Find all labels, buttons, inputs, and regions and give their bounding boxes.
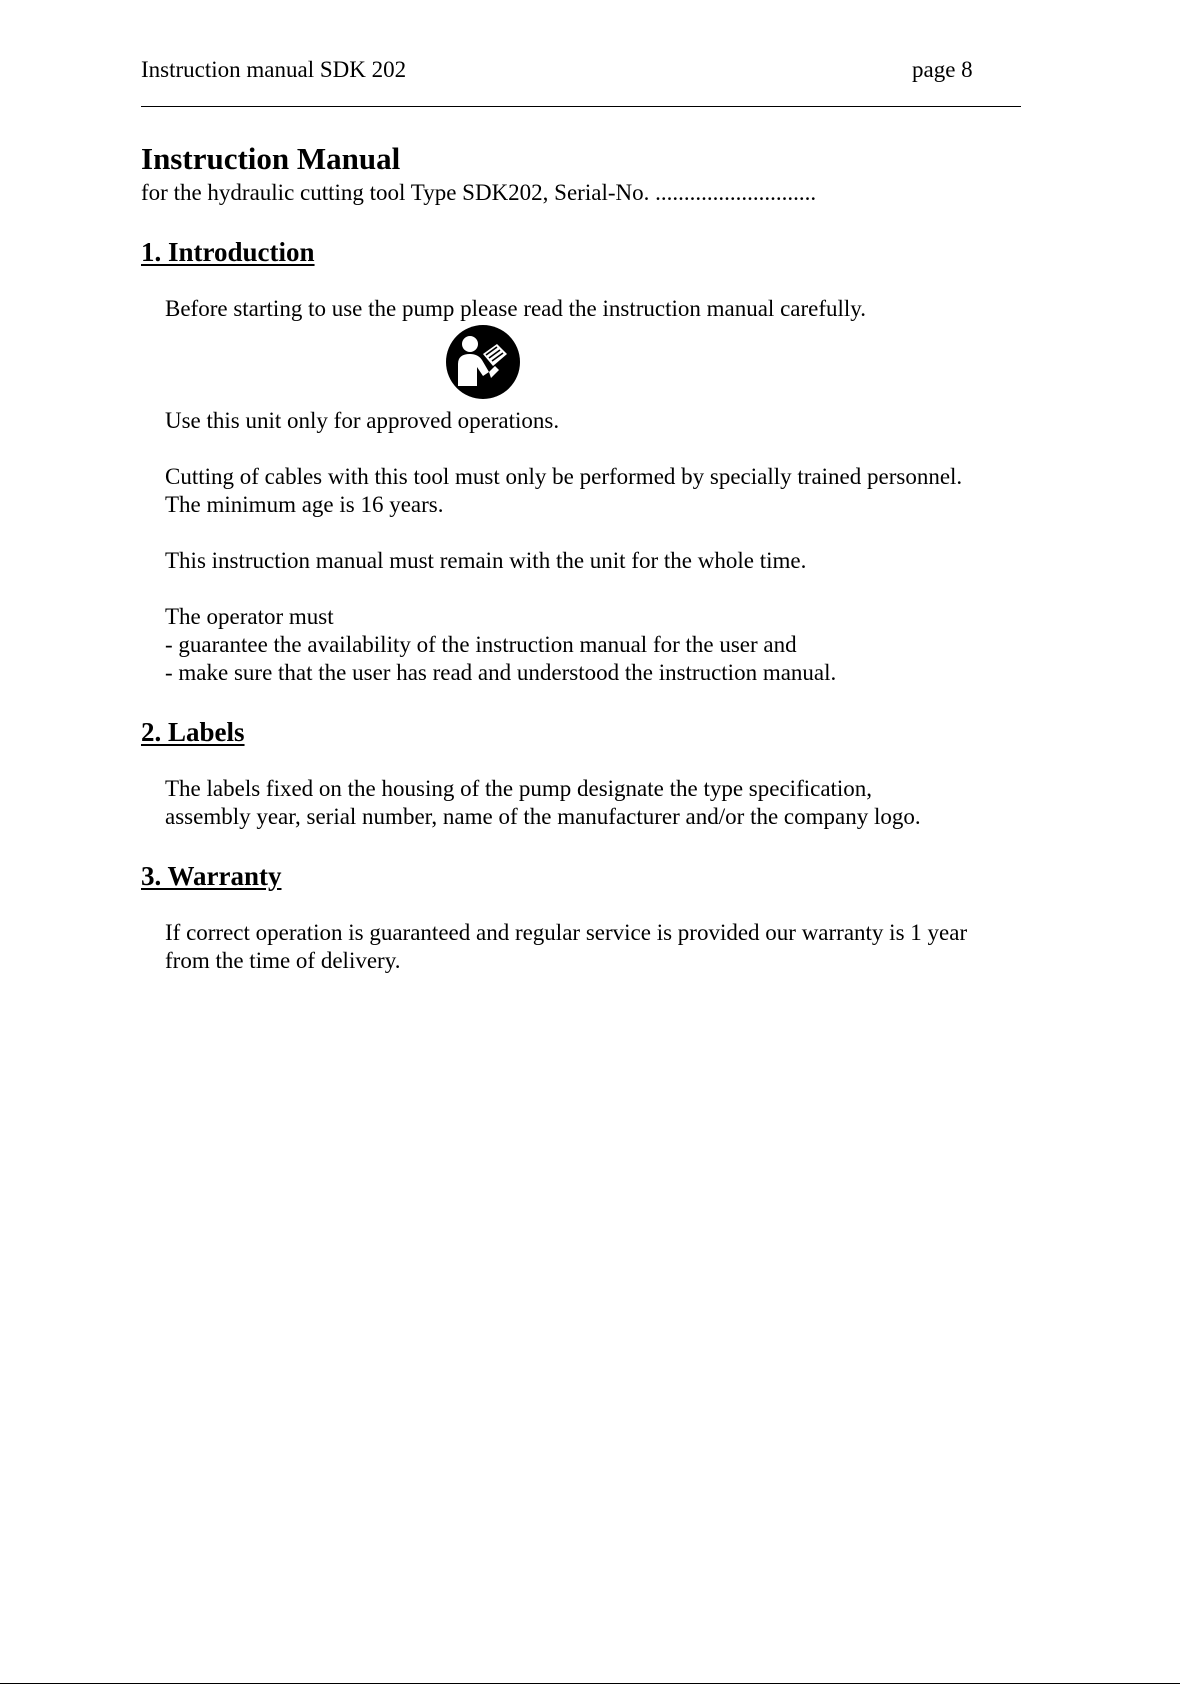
paragraph-minimum-age: The minimum age is 16 years. [165, 492, 444, 517]
document-title: Instruction Manual [141, 141, 401, 176]
paragraph-read-manual: Before starting to use the pump please read the instruction manual carefully. [165, 296, 867, 321]
document-subtitle: for the hydraulic cutting tool Type SDK202, Serial-No. ............................ [141, 180, 817, 205]
page-number: page 8 [912, 57, 973, 82]
read-manual-icon [445, 324, 521, 400]
paragraph-labels-line-2: assembly year, serial number, name of the manufacturer and/or the company logo. [165, 804, 921, 829]
running-header-title: Instruction manual SDK 202 [141, 57, 407, 82]
list-item-understood: - make sure that the user has read and understood the instruction manual. [165, 660, 837, 685]
paragraph-labels-line-1: The labels fixed on the housing of the pump designate the type specification, [165, 776, 873, 801]
paragraph-operator-must: The operator must [165, 604, 334, 629]
section-heading-warranty: 3. Warranty [141, 861, 282, 891]
paragraph-manual-remains: This instruction manual must remain with the unit for the whole time. [165, 548, 807, 573]
paragraph-warranty-line-2: from the time of delivery. [165, 948, 401, 973]
section-heading-labels: 2. Labels [141, 717, 245, 747]
header-divider [141, 106, 1021, 107]
list-item-availability: - guarantee the availability of the instruction manual for the user and [165, 632, 797, 657]
paragraph-trained-personnel: Cutting of cables with this tool must only be performed by specially trained personnel. [165, 464, 963, 489]
section-heading-introduction: 1. Introduction [141, 237, 315, 267]
page-bottom-edge [0, 1683, 1180, 1684]
paragraph-approved-operations: Use this unit only for approved operations. [165, 408, 560, 433]
paragraph-warranty-line-1: If correct operation is guaranteed and regular service is provided our warranty is 1 year [165, 920, 968, 945]
